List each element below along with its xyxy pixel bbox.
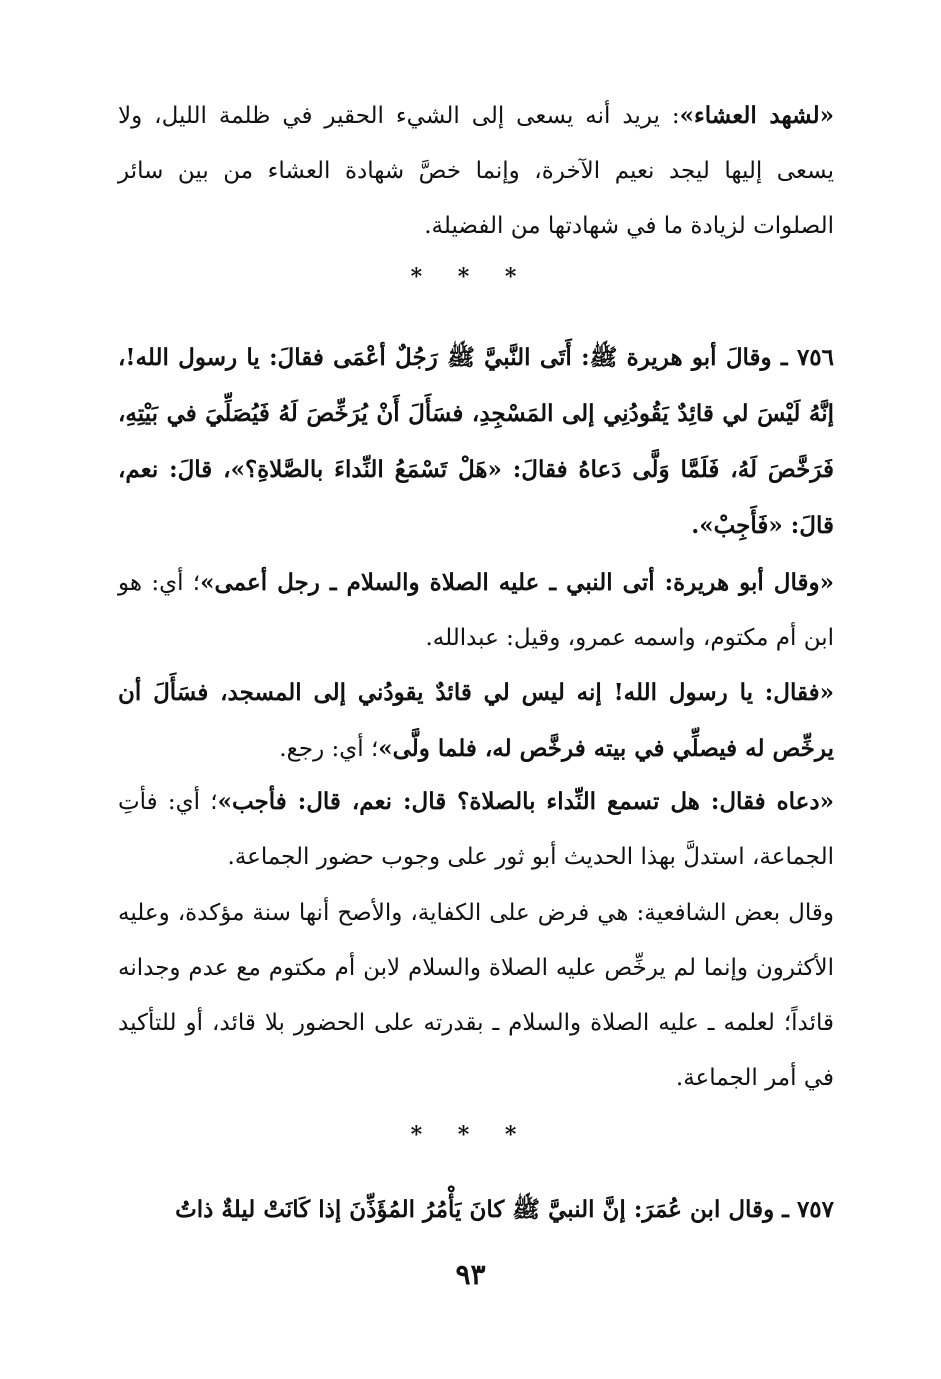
section-separator-1: * * *	[410, 264, 531, 290]
hadith-757	[118, 1182, 834, 1238]
commentary-2	[118, 665, 834, 777]
hadith-756-text: ٧٥٦ ـ وقالَ أبو هريرة ﷺ: أَتَى النَّبيَّ ﷺ رَجُلٌ أعْمَى فقالَ: يا رسول الله!، إنَّهُ لَيْسَ لي قائِدٌ يَقُودُنِي إلى المَسْجِدِ، فسَأَلَ أَنْ يُرَخِّصَ لَهُ فَيُصَلِّيَ في بَيْتِهِ، فَرَخَّصَ لَهُ، فَلَمَّا وَلَّى دَعاهُ فقالَ: «هَلْ تَسْمَعُ النِّداءَ بالصَّلاةِ؟»، قالَ: نعم، قالَ: «فَأَجِبْ».	[118, 344, 834, 539]
section-separator-2: * * *	[410, 1122, 531, 1148]
hadith-757-text: ٧٥٧ ـ وقال ابن عُمَرَ: إنَّ النبيَّ ﷺ كانَ يَأْمُرُ المُؤَذِّنَ إذا كَانَتْ ليلةٌ ذاتُ	[175, 1196, 834, 1223]
commentary-1	[118, 555, 834, 666]
paragraph-1-text: : يريد أنه يسعى إلى الشيء الحقير في ظلمة الليل، ولا يسعى إليها ليجد نعيم الآخرة، وإنما خصَّ شهادة العشاء من بين سائر الصلوات لزيادة ما في شهادتها من الفضيلة.	[118, 103, 834, 239]
paragraph-1	[118, 88, 834, 254]
hadith-756	[118, 330, 834, 554]
page-number: ٩٣	[455, 1258, 486, 1291]
commentary-1-text: ؛ أي: هو ابن أم مكتوم، واسمه عمرو، وقيل: عبدالله.	[118, 570, 834, 651]
commentary-4-text: وقال بعض الشافعية: هي فرض على الكفاية، والأصح أنها سنة مؤكدة، وعليه الأكثرون وإنما لم يرخِّص عليه الصلاة والسلام لابن أم مكتوم مع عدم وجدانه قائداً؛ لعلمه ـ عليه الصلاة والسلام ـ بقدرته على الحضور بلا قائد، أو للتأكيد في أمر الجماعة.	[118, 900, 834, 1091]
commentary-3	[118, 774, 834, 885]
commentary-3-text: ؛ أي: فأتِ الجماعة، استدلَّ بهذا الحديث أبو ثور على وجوب حضور الجماعة.	[118, 789, 834, 870]
paragraph-1-lead: «لشهد العشاء»	[679, 102, 834, 129]
commentary-4	[118, 885, 834, 1106]
commentary-1-quote: «وقال أبو هريرة: أتى النبي ـ عليه الصلاة والسلام ـ رجل أعمى»	[200, 569, 834, 596]
commentary-2-quote: «فقال: يا رسول الله! إنه ليس لي قائدٌ يقودُني إلى المسجد، فسَأَلَ أن يرخِّص له فيصلِّي في بيته فرخَّص له، فلما ولَّى»	[118, 679, 834, 762]
commentary-2-text: ؛ أي: رجع.	[279, 736, 379, 762]
commentary-3-quote: «دعاه فقال: هل تسمع النِّداء بالصلاة؟ قال: نعم، قال: فأجب»	[217, 788, 834, 815]
